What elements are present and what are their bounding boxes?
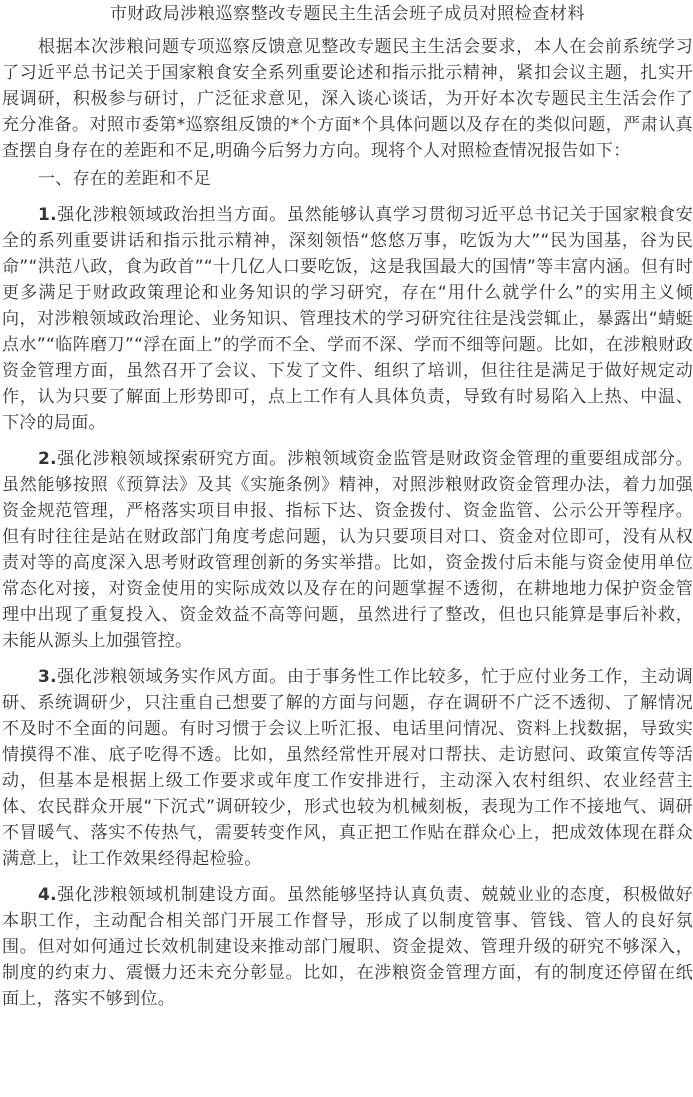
list-item-2 bbox=[2, 446, 693, 654]
list-item-1 bbox=[2, 202, 693, 436]
intro-paragraph: 根据本次涉粮问题专项巡察反馈意见整改专题民主生活会要求，本人在会前系统学习了习近平总书记关于国家粮食安全系列重要论述和指示批示精神，紧扣会议主题，扎实开展调研，积极参与研讨，广泛征求意见，深入谈心谈话，为开好本次专题民主生活会作了充分准备。对照市委第*巡察组反馈的*个方面*个具体问题以及存在的类似问题，严肃认真查摆自身存在的差距和不足,明确今后努力方向。现将个人对照检查情况报告如下： bbox=[2, 37, 693, 161]
section-heading-gaps: 一、存在的差距和不足 bbox=[38, 169, 211, 189]
item-text: 强化涉粮领域机制建设方面。虽然能够坚持认真负责、兢兢业业的态度，积极做好本职工作，主动配合相关部门开展工作督导，形成了以制度管事、管钱、管人的良好氛围。但对如何通过长效机制建设来推动部门履职、资金提效、管理升级的研究不够深入，制度的约束力、震慑力还未充分彰显。比如，在涉粮资金管理方面，有的制度还停留在纸面上，落实不够到位。 bbox=[2, 885, 693, 1009]
item-number: 3. bbox=[38, 667, 57, 687]
item-number: 4. bbox=[38, 885, 57, 905]
document-title: 市财政局涉粮巡察整改专题民主生活会班子成员对照检查材料 bbox=[109, 4, 586, 24]
item-text: 强化涉粮领域政治担当方面。虽然能够认真学习贯彻习近平总书记关于国家粮食安全的系列重要讲话和指示批示精神，深刻领悟“悠悠万事，吃饭为大”“民为国基，谷为民命”“洪范八政，食为政首”“十几亿人口要吃饭，这是我国最大的国情”等丰富内涵。但有时更多满足于财政政策理论和业务知识的学习研究，存在“用什么就学什么”的实用主义倾向，对涉粮领域政治理论、业务知识、管理技术的学习研究往往是浅尝辄止，暴露出“蜻蜓点水”“临阵磨刀”“浮在面上”的学而不全、学而不深、学而不细等问题。比如，在涉粮财政资金管理方面，虽然召开了会议、下发了文件、组织了培训，但往往是满足于做好规定动作，认为只要了解面上形势即可，点上工作有人具体负责，导致有时易陷入上热、中温、下冷的局面。 bbox=[2, 205, 693, 433]
list-item-3 bbox=[2, 664, 693, 872]
item-text: 强化涉粮领域探索研究方面。涉粮领域资金监管是财政资金管理的重要组成部分。虽然能够按照《预算法》及其《实施条例》精神，对照涉粮财政资金管理办法，着力加强资金规范管理，严格落实项目申报、指标下达、资金拨付、资金监管、公示公开等程序。但有时往往是站在财政部门角度考虑问题，认为只要项目对口、资金对位即可，没有从权责对等的高度深入思考财政管理创新的务实举措。比如，资金拨付后未能与资金使用单位常态化对接，对资金使用的实际成效以及存在的问题掌握不透彻，在耕地地力保护资金管理中出现了重复投入、资金效益不高等问题，虽然进行了整改，但也只能算是事后补救，未能从源头上加强管控。 bbox=[2, 449, 693, 651]
item-number: 2. bbox=[38, 449, 57, 469]
list-item-4 bbox=[2, 882, 693, 1012]
item-text: 强化涉粮领域务实作风方面。由于事务性工作比较多，忙于应付业务工作，主动调研、系统调研少，只注重自己想要了解的方面与问题，存在调研不广泛不透彻、了解情况不及时不全面的问题。有时习惯于会议上听汇报、电话里问情况、资料上找数据，导致实情摸得不准、底子吃得不透。比如，虽然经常性开展对口帮扶、走访慰问、政策宣传等活动，但基本是根据上级工作要求或年度工作安排进行，主动深入农村组织、农业经营主体、农民群众开展“下沉式”调研较少，形式也较为机械刻板，表现为工作不接地气、调研不冒暖气、落实不传热气，需要转变作风，真正把工作贴在群众心上，把成效体现在群众满意上，让工作效果经得起检验。 bbox=[2, 667, 693, 869]
item-number: 1. bbox=[38, 205, 57, 225]
